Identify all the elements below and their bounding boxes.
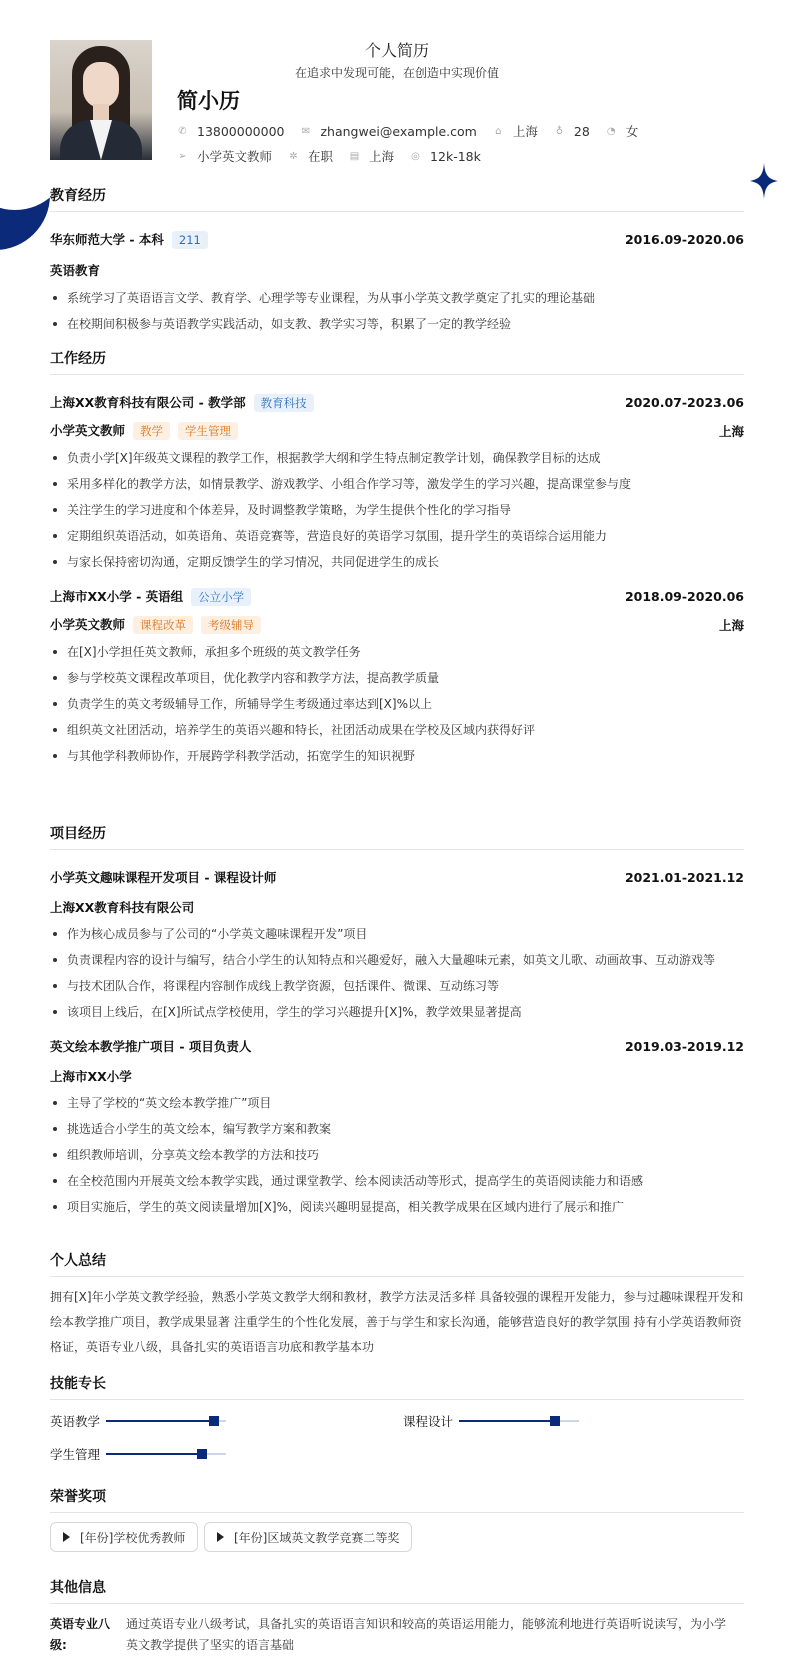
skill-name: 课程设计 — [403, 1414, 454, 1429]
job-role: 小学英文教师 — [50, 617, 126, 632]
skills-section — [50, 1373, 744, 1462]
resume-title: 个人简历 — [364, 41, 429, 60]
list-item: 采用多样化的教学方法，如情景教学、游戏教学、小组合作学习等，激发学生的学习兴趣，提高课堂参与度 — [50, 471, 744, 497]
project-name: 小学英文趣味课程开发项目 - 课程设计师 — [50, 870, 277, 885]
projects-section — [50, 823, 744, 1220]
list-item: 组织教师培训，分享英文绘本教学的方法和技巧 — [50, 1142, 744, 1168]
job-header-row — [50, 587, 744, 606]
section-title: 工作经历 — [50, 348, 744, 375]
job-info-row — [177, 147, 497, 165]
education-bullets — [50, 285, 744, 337]
list-item: 负责小学[X]年级英文课程的教学工作，根据教学大纲和学生特点制定教学计划，确保教学目标的达成 — [50, 445, 744, 471]
role-tag: 学生管理 — [178, 422, 238, 440]
education-section — [50, 185, 744, 337]
list-item: 负责课程内容的设计与编写，结合小学生的认知特点和兴趣爱好，融入大量趣味元素，如英文儿歌、动画故事、互动游戏等 — [50, 947, 744, 973]
other-info-value: 通过英语专业八级考试，具备扎实的英语语言知识和较高的英语运用能力，能够流利地进行英语听说读写，为小学 英文教学提供了坚实的语言基础 — [126, 1617, 727, 1652]
skill-level-bar — [459, 1420, 579, 1422]
project-header-row — [50, 1037, 744, 1055]
project-period: 2019.03-2019.12 — [624, 1038, 744, 1054]
list-item: 作为核心成员参与了公司的“小学英文趣味课程开发”项目 — [50, 921, 744, 947]
project-period: 2021.01-2021.12 — [624, 869, 744, 885]
salary-info: ◎ 12k-18k — [411, 148, 481, 164]
home-icon: ⌂ — [495, 125, 502, 137]
project-bullets — [50, 921, 744, 1025]
role-tag: 教学 — [133, 422, 170, 440]
section-title: 项目经历 — [50, 823, 744, 850]
list-item: 与家长保持密切沟通，定期反馈学生的学习情况，共同促进学生的成长 — [50, 549, 744, 575]
job-bullets — [50, 639, 744, 769]
phone-icon: ✆ — [178, 125, 187, 137]
education-period: 2016.09-2020.06 — [624, 232, 744, 247]
skill-name: 英语教学 — [50, 1414, 101, 1429]
job-role-row — [50, 615, 744, 634]
job-target-info: ➢ 小学英文教师 — [178, 149, 273, 164]
award-item: [年份]学校优秀教师 — [50, 1522, 198, 1552]
resume-page — [50, 30, 744, 1652]
skill-item — [50, 1445, 226, 1463]
skill-name: 学生管理 — [50, 1447, 101, 1462]
awards-section — [50, 1486, 744, 1556]
skill-level-bar — [106, 1453, 226, 1455]
building-icon: ▤ — [349, 150, 360, 162]
role-tag: 考级辅导 — [201, 616, 261, 634]
major-name: 英语教育 — [50, 263, 101, 278]
project-bullets — [50, 1090, 744, 1220]
list-item: 在全校范围内开展英文绘本教学实践，通过课堂教学、绘本阅读活动等形式，提高学生的英语阅读能力和语感 — [50, 1168, 744, 1194]
school-tag: 211 — [172, 231, 208, 249]
list-item: 在校期间积极参与英语教学实践活动，如支教、教学实习等，积累了一定的教学经验 — [50, 311, 744, 337]
section-title: 技能专长 — [50, 1373, 744, 1400]
list-item: 系统学习了英语语言文学、教育学、心理学等专业课程，为从事小学英文教学奠定了扎实的理论基础 — [50, 285, 744, 311]
job-bullets — [50, 445, 744, 575]
cake-icon: ♁ — [555, 125, 564, 137]
list-item: 与技术团队合作，将课程内容制作成线上教学资源，包括课件、微课、互动练习等 — [50, 973, 744, 999]
mail-icon: ✉ — [301, 125, 311, 137]
role-tag: 课程改革 — [133, 616, 193, 634]
project-name: 英文绘本教学推广项目 - 项目负责人 — [50, 1039, 252, 1054]
company-name: 上海市XX小学 - 英语组 — [50, 589, 184, 604]
list-item: 项目实施后，学生的英文阅读量增加[X]%，阅读兴趣明显提高，相关教学成果在区域内进行了展示和推广 — [50, 1194, 744, 1220]
gender-info: ◔ 女 — [606, 124, 639, 139]
age-info: ♁ 28 — [555, 123, 590, 139]
list-item: 挑选适合小学生的英文绘本，编写教学方案和教案 — [50, 1116, 744, 1142]
target-city-info: ▤ 上海 — [349, 149, 395, 164]
section-title: 荣誉奖项 — [50, 1486, 744, 1513]
list-item: 参与学校英文课程改革项目，优化教学内容和教学方法，提高教学质量 — [50, 665, 744, 691]
list-item: 与其他学科教师协作，开展跨学科教学活动，拓宽学生的知识视野 — [50, 743, 744, 769]
project-org: 上海市XX小学 — [50, 1069, 132, 1084]
status-info: ✲ 在职 — [289, 149, 334, 164]
play-icon — [63, 1532, 70, 1542]
school-name: 华东师范大学 - 本科 — [50, 232, 164, 247]
list-item: 组织英文社团活动，培养学生的英语兴趣和特长，社团活动成果在学校及区域内获得好评 — [50, 717, 744, 743]
section-title: 个人总结 — [50, 1250, 744, 1277]
company-name: 上海XX教育科技有限公司 - 教学部 — [50, 395, 246, 410]
summary-text: 拥有[X]年小学英文教学经验，熟悉小学英文教学大纲和教材，教学方法灵活多样 具备较强的课程开发能力，参与过趣味课程开发和 绘本教学推广项目，教学成果显著 注重学生的个性化发展，善于与学生和家长沟通，能够营造良好的教学氛围 持有小学英语教师资 格证，英语专业八级，具备扎实的英语语言功底和教学基本功 — [50, 1290, 744, 1354]
other-info-section — [50, 1577, 744, 1664]
resume-subtitle: 在追求中发现可能，在创造中实现价值 — [294, 66, 499, 80]
resume-header — [50, 30, 744, 195]
award-item: [年份]区域英文教学竞赛二等奖 — [204, 1522, 412, 1552]
skill-level-bar — [106, 1420, 226, 1422]
list-item: 关注学生的学习进度和个体差异，及时调整教学策略，为学生提供个性化的学习指导 — [50, 497, 744, 523]
phone-info: ✆ 13800000000 — [178, 123, 285, 139]
summary-section — [50, 1250, 744, 1360]
skill-item — [50, 1412, 226, 1430]
job-header-row — [50, 393, 744, 412]
skill-item — [403, 1412, 579, 1430]
company-tag: 公立小学 — [191, 588, 251, 606]
section-title: 其他信息 — [50, 1577, 744, 1604]
job-role-row — [50, 421, 744, 440]
location-info: ⌂ 上海 — [493, 122, 538, 140]
email-info: ✉ zhangwei@example.com — [301, 123, 477, 139]
list-item: 在[X]小学担任英文教师，承担多个班级的英文教学任务 — [50, 639, 744, 665]
other-info-item — [50, 1614, 726, 1656]
list-item: 主导了学校的“英文绘本教学推广”项目 — [50, 1090, 744, 1116]
money-icon: ◎ — [411, 150, 420, 162]
list-item: 该项目上线后，在[X]所试点学校使用，学生的学习兴趣提升[X]%，教学效果显著提高 — [50, 999, 744, 1025]
job-city: 上海 — [718, 423, 744, 439]
job-role: 小学英文教师 — [50, 423, 126, 438]
list-item: 定期组织英语活动，如英语角、英语竞赛等，营造良好的英语学习氛围，提升学生的英语综合运用能力 — [50, 523, 744, 549]
sparkle-star-icon — [750, 163, 778, 199]
other-info-key: 英语专业八级: — [50, 1617, 111, 1652]
candidate-name: 简小历 — [177, 89, 240, 113]
project-header-row — [50, 868, 744, 886]
job-city: 上海 — [718, 617, 744, 633]
section-title: 教育经历 — [50, 185, 744, 212]
send-icon: ➢ — [178, 150, 187, 162]
list-item: 负责学生的英文考级辅导工作，所辅导学生考级通过率达到[X]%以上 — [50, 691, 744, 717]
contact-info-row — [177, 122, 654, 140]
status-icon: ✲ — [289, 150, 298, 162]
project-org: 上海XX教育科技有限公司 — [50, 900, 195, 915]
gender-icon: ◔ — [606, 125, 616, 137]
job-period: 2020.07-2023.06 — [624, 395, 744, 410]
company-tag: 教育科技 — [254, 394, 314, 412]
education-header-row — [50, 230, 744, 249]
play-icon — [217, 1532, 224, 1542]
job-period: 2018.09-2020.06 — [624, 589, 744, 604]
work-section — [50, 348, 744, 769]
